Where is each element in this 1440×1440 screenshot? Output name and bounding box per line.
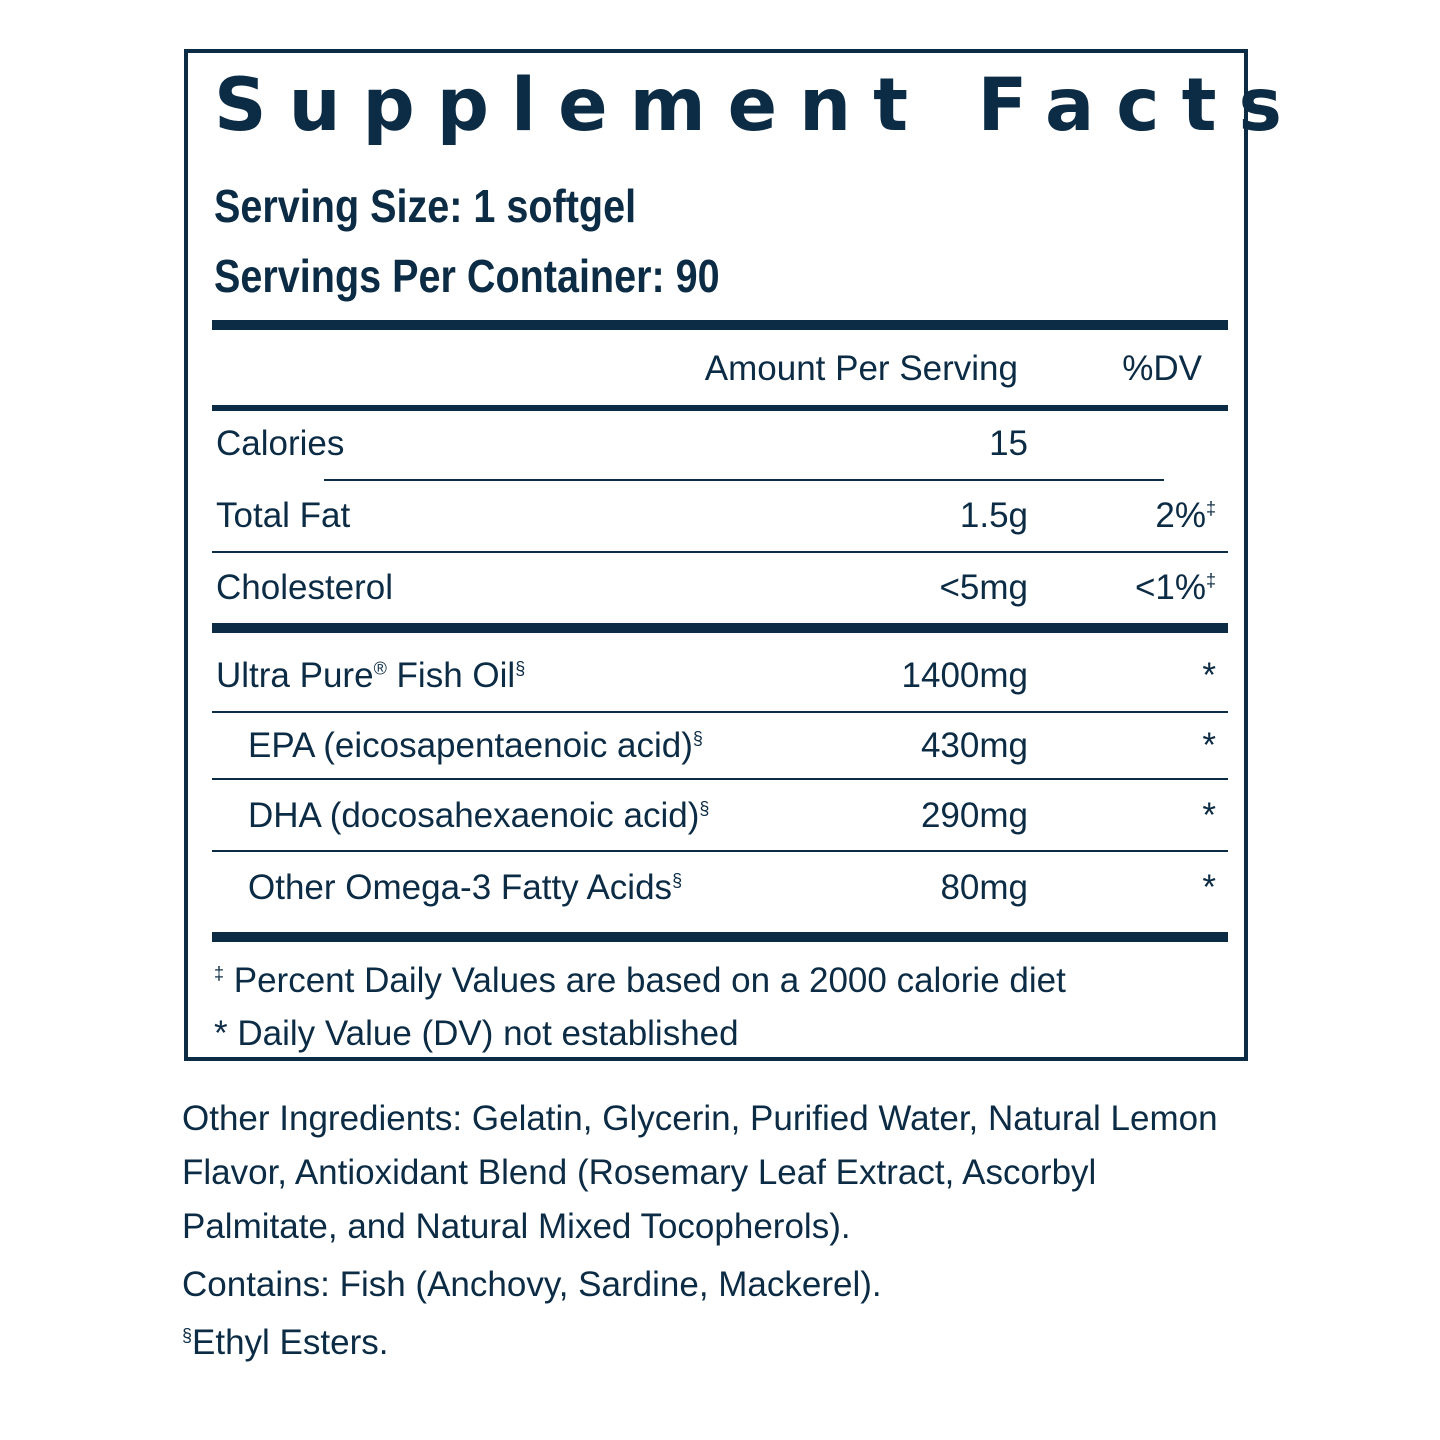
amount-per-serving-header: Amount Per Serving — [704, 349, 1018, 388]
other-ingredients: Other Ingredients: Gelatin, Glycerin, Purified Water, Natural Lemon Flavor, Antioxidant Blend (Rosemary Leaf Extract, Ascorbyl Palmitate, and Natural Mixed Tocopherols). — [182, 1099, 1218, 1246]
nutrient-amount: 1400mg — [901, 656, 1028, 695]
other-ingredients-section — [182, 1092, 1252, 1370]
nutrient-amount: <5mg — [939, 568, 1028, 607]
supplement-facts-panel — [184, 49, 1304, 1061]
daily-values-footnote: ‡ Percent Daily Values are based on a 2000 calorie diet — [214, 961, 1066, 1000]
nutrient-name: DHA (docosahexaenoic acid)§ — [248, 796, 710, 835]
row-divider — [212, 551, 1228, 553]
nutrient-dv: * — [1202, 726, 1216, 765]
nutrient-row-calories — [212, 411, 1228, 477]
nutrient-amount: 15 — [989, 424, 1028, 463]
nutrient-amount: 80mg — [940, 868, 1028, 907]
allergen-statement: Contains: Fish (Anchovy, Sardine, Mackerel). — [182, 1265, 882, 1304]
nutrient-row-fish-oil — [212, 643, 1228, 709]
servings-per-container: Servings Per Container: 90 — [214, 250, 720, 302]
ethyl-esters-note: §Ethyl Esters. — [182, 1323, 389, 1362]
nutrient-amount: 1.5g — [959, 496, 1028, 535]
panel-title: Supplement Facts — [214, 63, 1304, 148]
not-established-footnote: * Daily Value (DV) not established — [214, 1014, 739, 1053]
row-divider — [324, 479, 1164, 481]
nutrient-amount: 290mg — [920, 796, 1028, 835]
thick-divider — [212, 320, 1228, 330]
nutrient-row-epa — [212, 713, 1228, 779]
nutrient-dv: <1%‡ — [1134, 568, 1216, 607]
nutrient-amount: 430mg — [920, 726, 1028, 765]
section-mark: § — [515, 658, 526, 679]
nutrient-row-dha — [212, 783, 1228, 849]
nutrient-dv: * — [1202, 868, 1216, 907]
serving-size: Serving Size: 1 softgel — [214, 180, 637, 232]
thick-divider — [212, 623, 1228, 633]
section-mark: § — [672, 870, 683, 891]
nutrient-name: Calories — [216, 424, 345, 463]
double-dagger-mark: ‡ — [1205, 498, 1216, 519]
nutrient-dv: * — [1202, 796, 1216, 835]
section-mark: § — [182, 1325, 193, 1346]
double-dagger-mark: ‡ — [1205, 570, 1216, 591]
nutrient-name: Cholesterol — [216, 568, 394, 607]
section-mark: § — [692, 728, 703, 749]
nutrient-row-cholesterol — [212, 555, 1228, 621]
nutrient-dv: * — [1202, 656, 1216, 695]
nutrient-name: Other Omega-3 Fatty Acids§ — [248, 868, 683, 907]
row-divider — [212, 850, 1228, 852]
section-mark: § — [699, 798, 710, 819]
nutrient-name: Total Fat — [216, 496, 351, 535]
nutrient-row-total-fat — [212, 483, 1228, 549]
row-divider — [212, 778, 1228, 780]
nutrient-row-other-omega-3 — [212, 855, 1228, 921]
nutrient-dv: 2%‡ — [1155, 496, 1216, 535]
dv-header: %DV — [1122, 349, 1202, 388]
nutrient-name: EPA (eicosapentaenoic acid)§ — [248, 726, 703, 765]
registered-mark: ® — [373, 658, 387, 679]
nutrient-name: Ultra Pure® Fish Oil§ — [216, 656, 526, 695]
double-dagger-mark: ‡ — [214, 963, 225, 984]
thick-divider — [212, 932, 1228, 942]
